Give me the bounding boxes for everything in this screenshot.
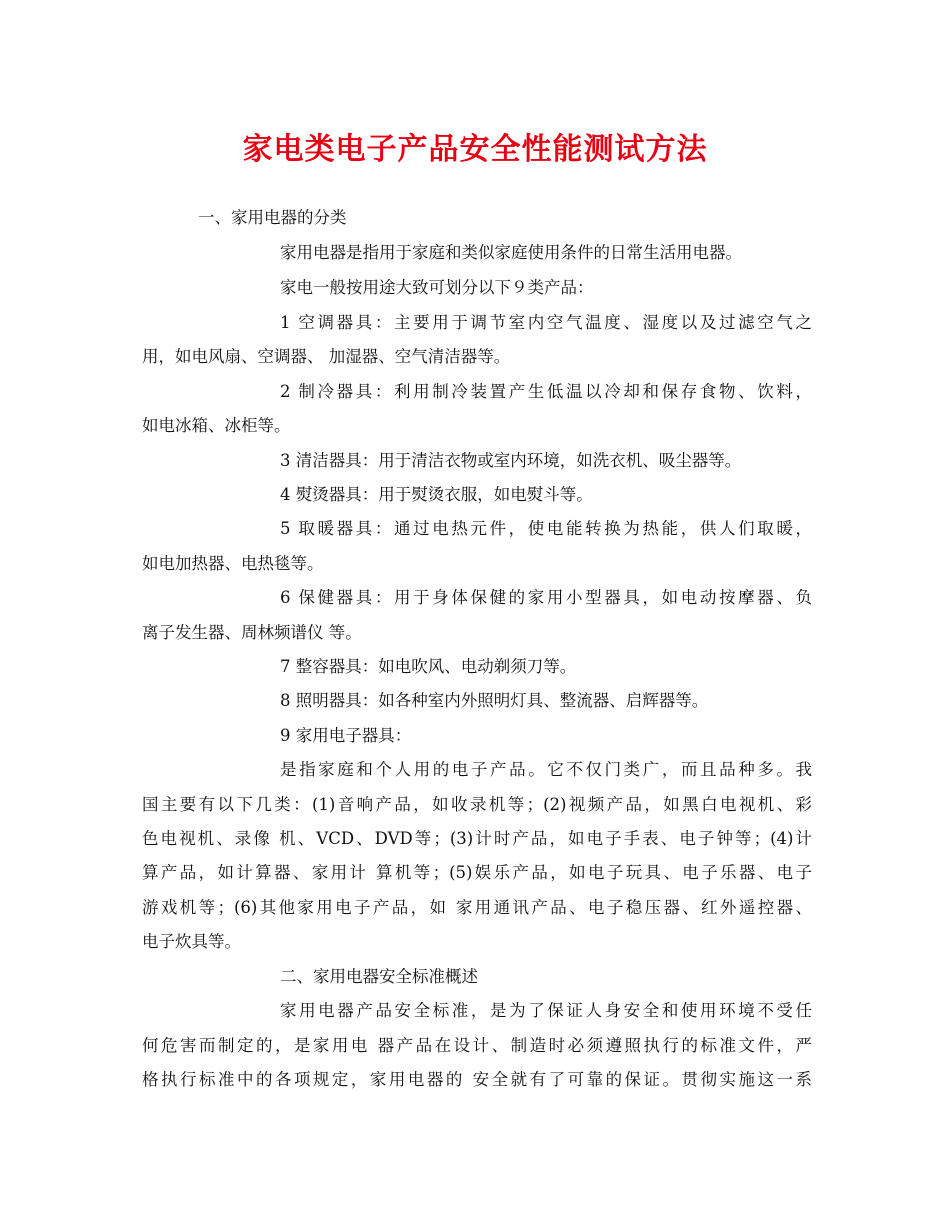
paragraph-line: 游戏机等；(6)其他家用电子产品，如 家用通讯产品、电子稳压器、红外遥控器、 [142, 898, 812, 917]
paragraph-line: 是指家庭和个人用的电子产品。它不仅门类广，而且品种多。我 [280, 760, 812, 779]
paragraph-line: 算产品，如计算器、家用计 算机等；(5)娱乐产品，如电子玩具、电子乐器、电子 [142, 863, 812, 882]
paragraph-line: 国主要有以下几类：(1)音响产品，如收录机等；(2)视频产品，如黑白电视机、彩 [142, 795, 812, 814]
list-item-line: 2 制冷器具：利用制冷装置产生低温以冷却和保存食物、饮料， [280, 382, 812, 401]
list-item-line: 离子发生器、周林频谱仪 等。 [142, 623, 362, 642]
paragraph-line: 家电一般按用途大致可划分以下９类产品： [280, 278, 594, 297]
paragraph-line: 电子炊具等。 [142, 932, 241, 951]
list-item-line: 5 取暖器具：通过电热元件，使电能转换为热能，供人们取暖， [280, 519, 812, 538]
section-heading: 二、家用电器安全标准概述 [280, 967, 478, 986]
list-item-line: 3 清洁器具：用于清洁衣物或室内环境，如洗衣机、吸尘器等。 [280, 451, 742, 470]
list-item-line: 9 家用电子器具： [280, 726, 412, 745]
section-heading: 一、家用电器的分类 [198, 208, 347, 227]
paragraph-line: 家用电器是指用于家庭和类似家庭使用条件的日常生活用电器。 [280, 243, 742, 262]
list-item-line: 用，如电风扇、空调器、 加湿器、空气清洁器等。 [142, 347, 511, 366]
list-item-line: 如电加热器、电热毯等。 [142, 554, 324, 573]
list-item-line: 1 空调器具：主要用于调节室内空气温度、湿度以及过滤空气之 [280, 313, 812, 332]
document-title: 家电类电子产品安全性能测试方法 [242, 132, 708, 167]
paragraph-line: 格执行标准中的各项规定，家用电器的 安全就有了可靠的保证。贯彻实施这一系 [142, 1070, 812, 1089]
paragraph-line: 家用电器产品安全标准，是为了保证人身安全和使用环境不受任 [280, 1001, 812, 1020]
list-item-line: 8 照明器具：如各种室内外照明灯具、整流器、启辉器等。 [280, 691, 709, 710]
paragraph-line: 何危害而制定的，是家用电 器产品在设计、制造时必须遵照执行的标准文件，严 [142, 1036, 812, 1055]
list-item-line: 6 保健器具：用于身体保健的家用小型器具，如电动按摩器、负 [280, 588, 812, 607]
list-item-line: 如电冰箱、冰柜等。 [142, 416, 291, 435]
list-item-line: 4 熨烫器具：用于熨烫衣服，如电熨斗等。 [280, 485, 593, 504]
paragraph-line: 色电视机、录像 机、VCD、DVD等；(3)计时产品，如电子手表、电子钟等；(4)计 [142, 829, 812, 848]
list-item-line: 7 整容器具：如电吹风、电动剃须刀等。 [280, 657, 577, 676]
